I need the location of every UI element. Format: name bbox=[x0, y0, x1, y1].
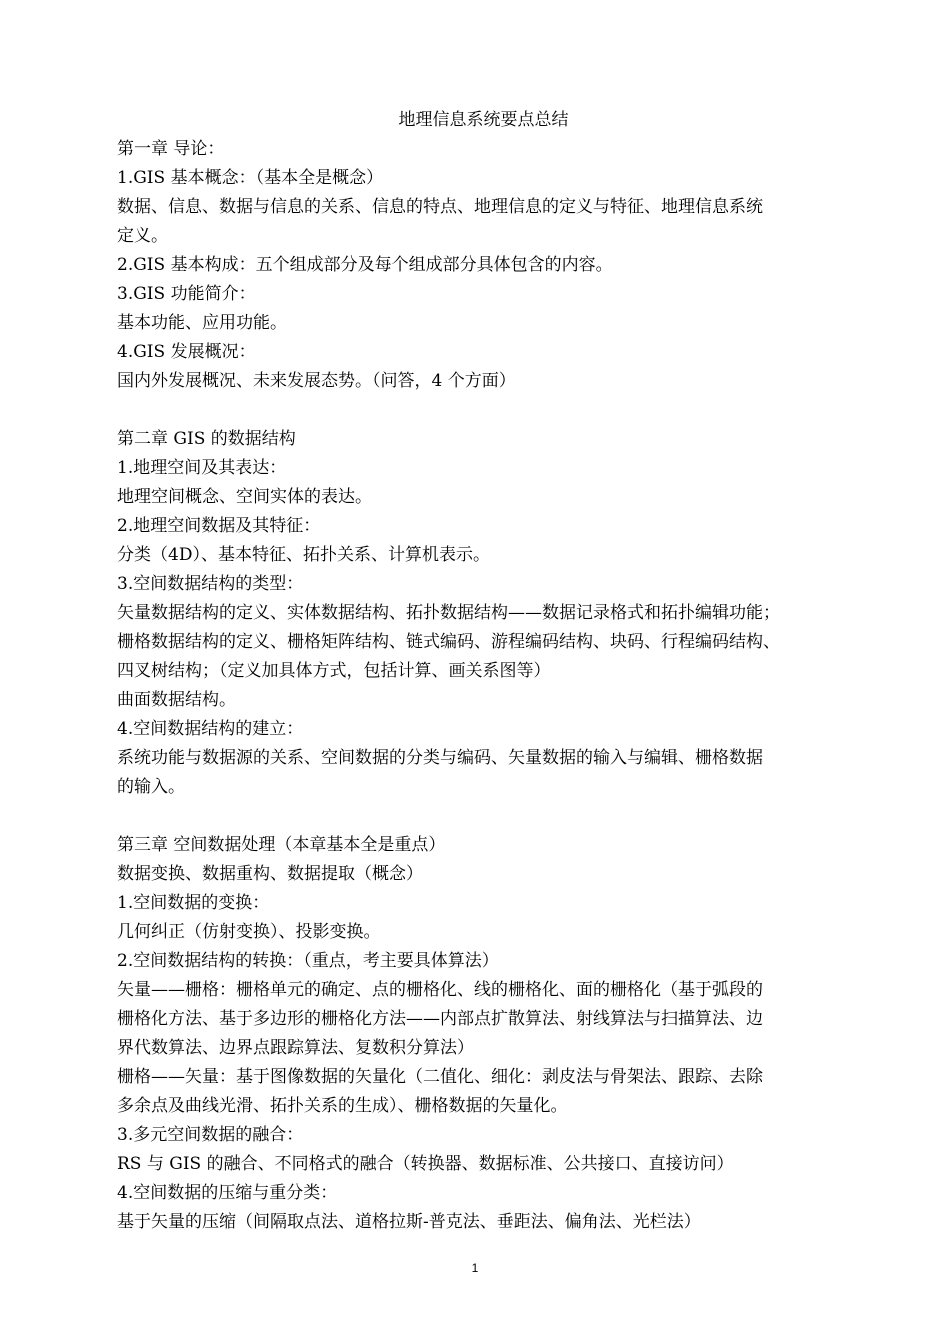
chapter-3-line: 栅格——矢量：基于图像数据的矢量化（二值化、细化：剥皮法与骨架法、跟踪、去除 bbox=[117, 1067, 763, 1087]
chapter-3-line: 栅格化方法、基于多边形的栅格化方法——内部点扩散算法、射线算法与扫描算法、边 bbox=[117, 1009, 763, 1029]
chapter-1-line: 2.GIS 基本构成：五个组成部分及每个组成部分具体包含的内容。 bbox=[117, 255, 613, 275]
chapter-2-line: 1.地理空间及其表达： bbox=[117, 458, 287, 478]
chapter-3-line: RS 与 GIS 的融合、不同格式的融合（转换器、数据标准、公共接口、直接访问） bbox=[117, 1154, 734, 1174]
chapter-1-line: 3.GIS 功能简介： bbox=[117, 284, 256, 304]
chapter-2-line: 地理空间概念、空间实体的表达。 bbox=[117, 487, 372, 507]
chapter-2-line: 的输入。 bbox=[117, 777, 185, 797]
chapter-3-line: 1.空间数据的变换： bbox=[117, 893, 270, 913]
chapter-2-line: 四叉树结构；（定义加具体方式，包括计算、画关系图等） bbox=[117, 661, 551, 681]
chapter-3-line: 矢量——栅格：栅格单元的确定、点的栅格化、线的栅格化、面的栅格化（基于弧段的 bbox=[117, 980, 763, 1000]
document-title: 地理信息系统要点总结 bbox=[398, 110, 569, 130]
chapter-2-line: 4.空间数据结构的建立： bbox=[117, 719, 304, 739]
blank-line bbox=[117, 802, 850, 831]
chapter-1-line: 数据、信息、数据与信息的关系、信息的特点、地理信息的定义与特征、地理信息系统 bbox=[117, 197, 763, 217]
chapter-2-line: 2.地理空间数据及其特征： bbox=[117, 516, 321, 536]
chapter-1-line: 基本功能、应用功能。 bbox=[117, 313, 287, 333]
chapter-2-line: 系统功能与数据源的关系、空间数据的分类与编码、矢量数据的输入与编辑、栅格数据 bbox=[117, 748, 763, 768]
chapter-3-line: 3.多元空间数据的融合： bbox=[117, 1125, 304, 1145]
chapter-3-line: 2.空间数据结构的转换：（重点，考主要具体算法） bbox=[117, 951, 499, 971]
chapter-3-line: 界代数算法、边界点跟踪算法、复数积分算法） bbox=[117, 1038, 474, 1058]
chapter-2-line: 分类（4D）、基本特征、拓扑关系、计算机表示。 bbox=[117, 545, 490, 565]
chapter-1-heading: 第一章 导论： bbox=[117, 139, 225, 159]
chapter-2-line: 矢量数据结构的定义、实体数据结构、拓扑数据结构——数据记录格式和拓扑编辑功能； bbox=[117, 603, 780, 623]
chapter-2-heading: 第二章 GIS 的数据结构 bbox=[117, 429, 296, 449]
chapter-3-line: 4.空间数据的压缩与重分类： bbox=[117, 1183, 338, 1203]
chapter-3-line: 多余点及曲线光滑、拓扑关系的生成）、栅格数据的矢量化。 bbox=[117, 1096, 568, 1116]
chapter-2-line: 曲面数据结构。 bbox=[117, 690, 236, 710]
document-body bbox=[117, 105, 850, 1237]
chapter-2-line: 3.空间数据结构的类型： bbox=[117, 574, 304, 594]
chapter-3-line: 几何纠正（仿射变换）、投影变换。 bbox=[117, 922, 381, 942]
chapter-1-line: 4.GIS 发展概况： bbox=[117, 342, 256, 362]
chapter-1-line: 国内外发展概况、未来发展态势。（问答，4 个方面） bbox=[117, 371, 516, 391]
chapter-2-line: 栅格数据结构的定义、栅格矩阵结构、链式编码、游程编码结构、块码、行程编码结构、 bbox=[117, 632, 780, 652]
chapter-1-line: 1.GIS 基本概念：（基本全是概念） bbox=[117, 168, 384, 188]
chapter-3-line: 数据变换、数据重构、数据提取（概念） bbox=[117, 864, 423, 884]
blank-line bbox=[117, 396, 850, 425]
page-number: 1 bbox=[471, 1261, 479, 1275]
chapter-3-line: 基于矢量的压缩（间隔取点法、道格拉斯-普克法、垂距法、偏角法、光栏法） bbox=[117, 1212, 701, 1232]
chapter-3-heading: 第三章 空间数据处理（本章基本全是重点） bbox=[117, 835, 446, 855]
chapter-1-line: 定义。 bbox=[117, 226, 168, 246]
